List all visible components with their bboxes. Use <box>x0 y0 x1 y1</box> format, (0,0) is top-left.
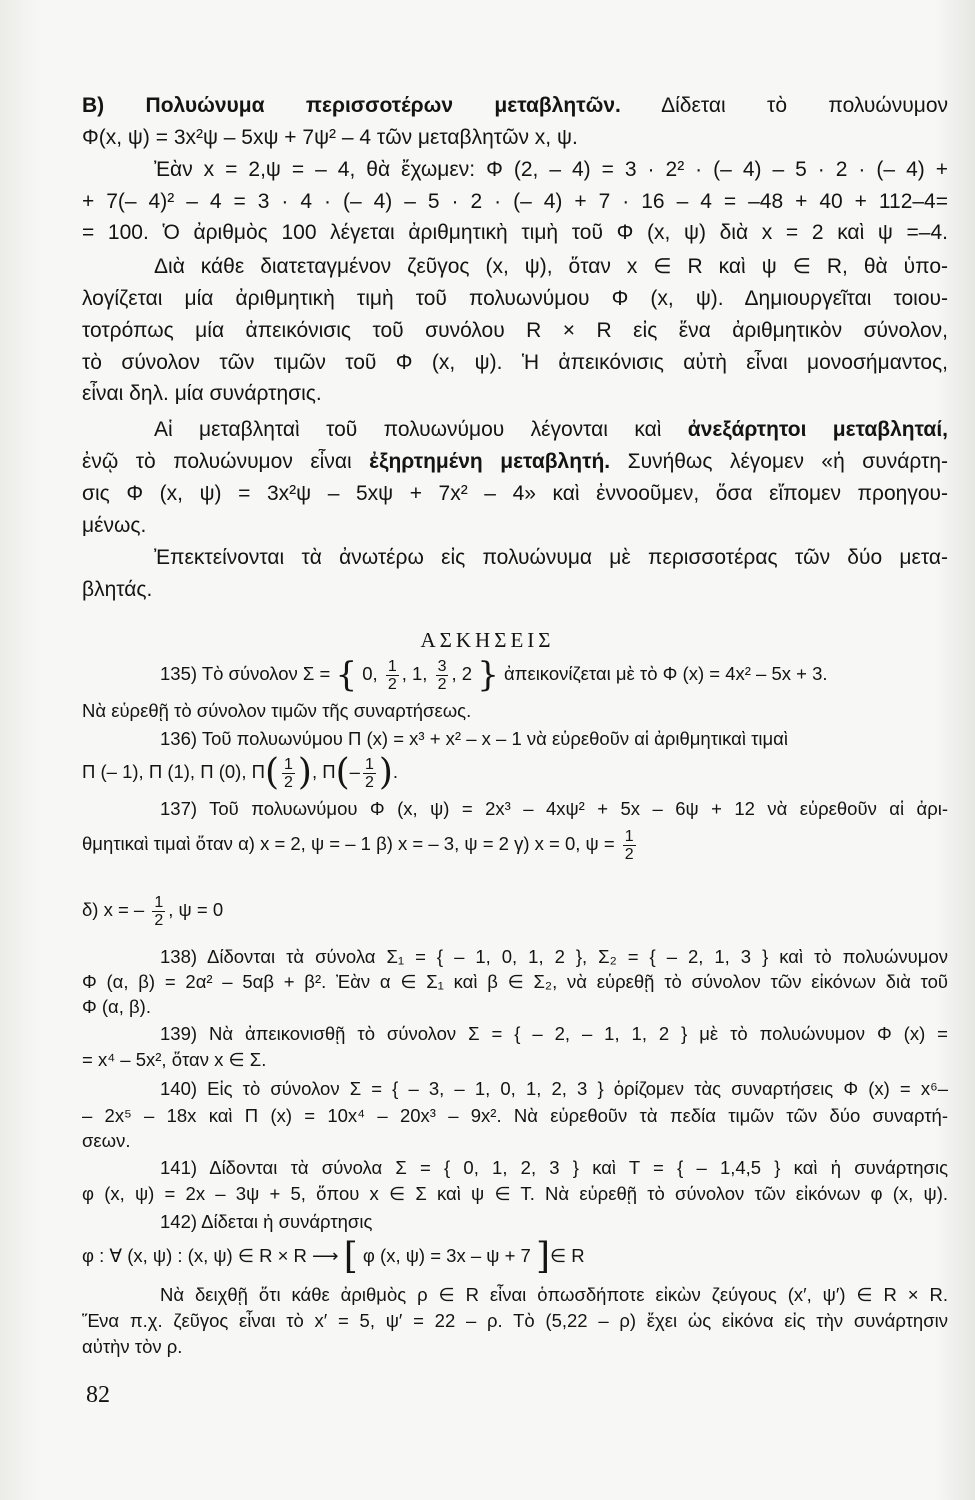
exercise-137-line-2: θμητικαὶ τιμαὶ ὅταν α) x = 2, ψ = – 1 β) x = – 3, ψ = 2 γ) x = 0, ψ = $\frac{1}{2}$ <box>82 827 634 863</box>
exercise-138-line-2: Φ (α, β) = 2α² – 5αβ + β². Ἐὰν α ∈ Σ₁ καὶ β ∈ Σ₂, νὰ εὑρεθῇ τὸ σύνολον τῶν εἰκόνων διὰ τοῦ <box>82 971 948 992</box>
exercise-135-line-1: 135) Τὸ σύνολον Σ = { 0, $\frac{1}{2}$ , 1, $\frac{3}{2}$ , 2 } ἀπεικονίζεται μὲ τὸ Φ (x) = 4x² – 5x + 3. <box>160 655 828 696</box>
fraction: $\frac{1}{2}$ <box>624 827 634 863</box>
exercise-142-line-1: 142) Δίδεται ἡ συνάρτησις <box>160 1211 373 1232</box>
para1-line-4: τὸ σύνολον τῶν τιμῶν τοῦ Φ (x, ψ). Ἡ ἀπεικόνισις αὐτὴ εἶναι μονοσήμαντος, <box>82 351 948 374</box>
page-number: 82 <box>86 1382 110 1408</box>
para1-line-3: τοτρόπως μία ἀπεικόνισις τοῦ συνόλου R × R εἰς ἕνα ἀριθμητικὸν σύνολον, <box>82 319 948 342</box>
para3-line-2: βλητάς. <box>82 578 153 601</box>
exercise-140-line-3: σεων. <box>82 1130 131 1151</box>
para1-line-1: Διὰ κάθε διατεταγμένον ζεῦγος (x, ψ), ὅταν x ∈ R καὶ ψ ∈ R, θὰ ὑπο- <box>154 255 948 278</box>
section-line-1: Β) Πολυώνυμα περισσοτέρων μεταβλητῶν. Δίδεται τὸ πολυώνυμον <box>82 94 948 117</box>
exercise-136-line-2: Π (– 1), Π (1), Π (0), Π( $\frac{1}{2}$ ), Π(– $\frac{1}{2}$ ). <box>82 752 399 794</box>
para2-line-1: Αἱ μεταβληταὶ τοῦ πολυωνύμου λέγονται καὶ ἀνεξάρτητοι μεταβληταί, <box>154 418 948 441</box>
section-title: Β) Πολυώνυμα περισσοτέρων μεταβλητῶν. <box>82 94 621 117</box>
fraction: $\frac{1}{2}$ <box>284 755 293 791</box>
exercise-141-line-2: φ (x, ψ) = 2x – 3ψ + 5, ὅπου x ∈ Σ καὶ ψ ∈ Τ. Νὰ εὑρεθῇ τὸ σύνολον τῶν εἰκόνων φ (x, ψ). <box>82 1183 948 1204</box>
para2-line-3: σις Φ (x, ψ) = 3x²ψ – 5xψ + 7x² – 4» καὶ ἐννοοῦμεν, ὅσα εἴπομεν προηγου- <box>82 482 948 505</box>
para3-line-1: Ἐπεκτείνονται τὰ ἀνωτέρω εἰς πολυώνυμα μὲ περισσοτέρας τῶν δύο μετα- <box>154 546 948 569</box>
fraction: $\frac{1}{2}$ <box>364 755 374 791</box>
exercise-138-line-1: 138) Δίδονται τὰ σύνολα Σ₁ = { – 1, 0, 1, 2 }, Σ₂ = { – 2, 1, 3 } καὶ τὸ πολυώνυμον <box>160 946 948 967</box>
exercise-142-line-5: αὐτὴν τὸν ρ. <box>82 1336 183 1357</box>
exercise-142-line-3: Νὰ δειχθῇ ὅτι κάθε ἀριθμὸς ρ ∈ R εἶναι ὁπωσδήποτε εἰκὼν ζεύγους (x′, ψ′) ∈ R × R. <box>160 1284 948 1305</box>
section-line-3: Ἐὰν x = 2,ψ = – 4, θὰ ἔχωμεν: Φ (2, – 4) = 3 · 2² · (– 4) – 5 · 2 · (– 4) + <box>154 158 948 181</box>
exercise-140-line-1: 140) Εἰς τὸ σύνολον Σ = { – 3, – 1, 0, 1, 2, 3 } ὁρίζομεν τὰς συναρτήσεις Φ (x) = x⁶– <box>160 1078 948 1099</box>
para2-line-4: μένως. <box>82 514 147 537</box>
section-line-4: + 7(– 4)² – 4 = 3 · 4 · (– 4) – 5 · 2 · (– 4) + 7 · 16 – 4 = –48 + 40 + 112–4= <box>82 190 948 213</box>
exercises-heading: ΑΣΚΗΣΕΙΣ <box>420 628 555 652</box>
fraction: $\frac{1}{2}$ <box>387 657 397 693</box>
section-line-5: = 100. Ὁ ἀριθμὸς 100 λέγεται ἀριθμητικὴ τιμὴ τοῦ Φ (x, ψ) διὰ x = 2 καὶ ψ =–4. <box>82 221 948 244</box>
exercise-137-line-3: δ) x = – $\frac{1}{2}$ , ψ = 0 <box>82 893 224 929</box>
fraction: $\frac{3}{2}$ <box>437 657 447 693</box>
exercise-141-line-1: 141) Δίδονται τὰ σύνολα Σ = { 0, 1, 2, 3 } καὶ Τ = { – 1,4,5 } καὶ ἡ συνάρτησις <box>160 1157 948 1178</box>
exercise-136-line-1: 136) Τοῦ πολυωνύμου Π (x) = x³ + x² – x – 1 νὰ εὑρεθοῦν αἱ ἀριθμητικαὶ τιμαὶ <box>160 728 788 749</box>
para1-line-5: εἶναι δηλ. μία συνάρτησις. <box>82 382 322 405</box>
para2-line-2: ἐνῷ τὸ πολυώνυμον εἶναι ἐξηρτημένη μεταβλητή. Συνήθως λέγομεν «ἡ συνάρτη- <box>82 450 948 473</box>
exercise-142-mapping: φ : ∀ (x, ψ) : (x, ψ) ∈ R × R ⟶ [ φ (x, ψ) = 3x – ψ + 7 ]∈ R <box>82 1236 585 1276</box>
exercise-137-line-1: 137) Τοῦ πολυωνύμου Φ (x, ψ) = 2x³ – 4xψ² + 5x – 6ψ + 12 νὰ εὑρεθοῦν αἱ ἀρι- <box>160 798 948 819</box>
exercise-142-line-4: Ἕνα π.χ. ζεῦγος εἶναι τὸ x′ = 5, ψ′ = 22 – ρ. Τὸ (5,22 – ρ) ἔχει ὡς εἰκόνα εἰς τὴν συνάρτησιν <box>82 1310 948 1331</box>
exercise-138-line-3: Φ (α, β). <box>82 996 151 1017</box>
fraction: $\frac{1}{2}$ <box>154 893 164 929</box>
exercise-139-line-1: 139) Νὰ ἀπεικονισθῇ τὸ σύνολον Σ = { – 2, – 1, 1, 2 } μὲ τὸ πολυώνυμον Φ (x) = <box>160 1023 948 1044</box>
exercise-140-line-2: – 2x⁵ – 18x καὶ Π (x) = 10x⁴ – 20x³ – 9x². Νὰ εὑρεθοῦν τὰ πεδία τιμῶν τῶν δύο συναρτή- <box>82 1105 948 1126</box>
section-line-2: Φ(x, ψ) = 3x²ψ – 5xψ + 7ψ² – 4 τῶν μεταβλητῶν x, ψ. <box>82 126 578 149</box>
exercise-135-line-2: Νὰ εὑρεθῇ τὸ σύνολον τιμῶν τῆς συναρτήσεως. <box>82 700 472 721</box>
exercise-139-line-2: = x⁴ – 5x², ὅταν x ∈ Σ. <box>82 1049 267 1070</box>
para1-line-2: λογίζεται μία ἀριθμητικὴ τιμὴ τοῦ πολυωνύμου Φ (x, ψ). Δημιουργεῖται τοιου- <box>82 287 948 310</box>
